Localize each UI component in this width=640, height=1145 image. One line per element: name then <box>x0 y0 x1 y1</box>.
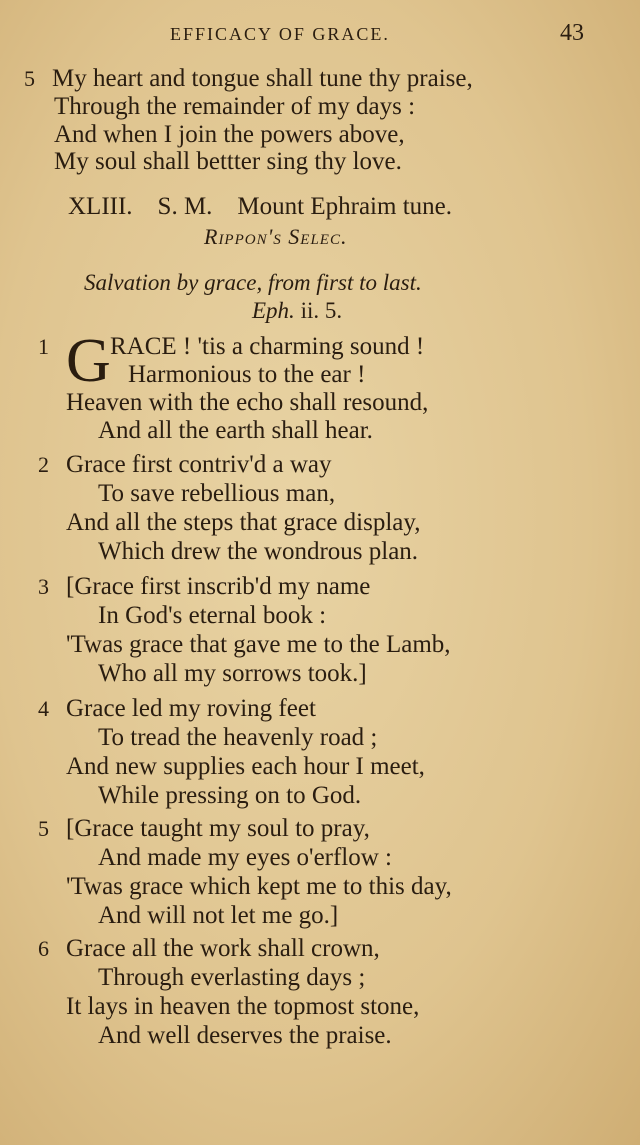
verse-line: Harmonious to the ear ! <box>128 361 366 388</box>
verse-line: And will not let me go.] <box>98 902 339 929</box>
hymn-subject: Salvation by grace, from first to last. <box>84 270 422 295</box>
page-number: 43 <box>560 20 584 46</box>
verse-line: [Grace first inscrib'd my name <box>66 573 371 600</box>
verse-line: In God's eternal book : <box>98 602 327 629</box>
verse-line: And new supplies each hour I meet, <box>66 753 425 780</box>
stanza-number: 3 <box>38 574 49 599</box>
stanza-number: 1 <box>38 334 49 359</box>
reference-book: Eph. <box>252 298 295 323</box>
verse-line: Heaven with the echo shall resound, <box>66 389 429 416</box>
stanza-number: 5 <box>38 816 49 841</box>
verse-line: Grace led my roving feet <box>66 695 316 722</box>
verse-line: To tread the heavenly road ; <box>98 724 378 751</box>
verse-line: While pressing on to God. <box>98 782 362 809</box>
hymn-source: Rippon's Selec. <box>204 224 348 249</box>
verse-line: Grace first contriv'd a way <box>66 451 332 478</box>
hymn-heading: XLIII. S. M. Mount Ephraim tune. <box>68 193 452 220</box>
verse-line: Which drew the wondrous plan. <box>98 538 419 565</box>
verse-line: And made my eyes o'erflow : <box>98 844 393 871</box>
running-title: EFFICACY OF GRACE. <box>170 24 390 44</box>
verse-line: And when I join the powers above, <box>54 121 405 148</box>
verse-line: Who all my sorrows took.] <box>98 660 367 687</box>
verse-line: It lays in heaven the topmost stone, <box>66 993 420 1020</box>
scripture-reference <box>252 296 342 326</box>
verse-line: My soul shall bettter sing thy love. <box>54 148 402 175</box>
drop-cap: G <box>66 327 111 395</box>
verse-line: 'Twas grace that gave me to the Lamb, <box>66 631 451 658</box>
verse-line: And well deserves the praise. <box>98 1022 392 1049</box>
verse-line: To save rebellious man, <box>98 480 336 507</box>
verse-line: [Grace taught my soul to pray, <box>66 815 370 842</box>
verse-line: My heart and tongue shall tune thy praise, <box>52 65 473 92</box>
verse-line: Through the remainder of my days : <box>54 93 416 120</box>
verse-line: And all the earth shall hear. <box>98 417 373 444</box>
stanza-number: 5 <box>24 66 35 91</box>
stanza-number: 4 <box>38 696 49 721</box>
reference-chapter: ii. 5. <box>294 298 343 323</box>
stanza-number: 6 <box>38 936 49 961</box>
verse-line: And all the steps that grace display, <box>66 509 421 536</box>
verse-line: Through everlasting days ; <box>98 964 366 991</box>
verse-line: 'Twas grace which kept me to this day, <box>66 873 452 900</box>
stanza-number: 2 <box>38 452 49 477</box>
verse-line: Grace all the work shall crown, <box>66 935 380 962</box>
verse-line: RACE ! 'tis a charming sound ! <box>110 333 425 360</box>
